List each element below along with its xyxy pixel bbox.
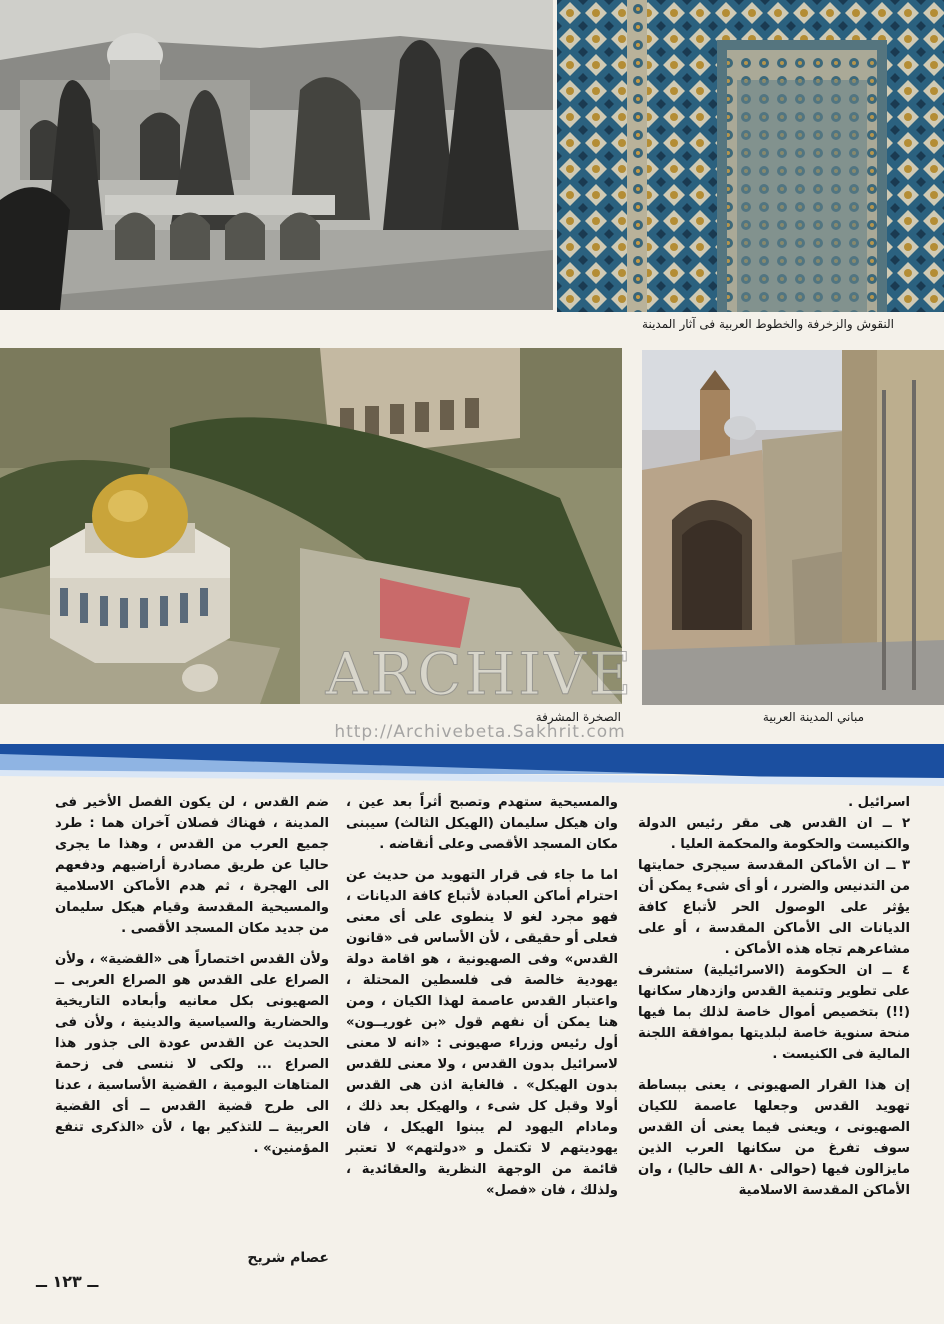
archive-watermark: ARCHIVE [325,640,635,708]
buildings-caption: مباني المدينة العربية [762,710,864,724]
article-column-middle [346,792,618,1201]
haram-panorama-photo [0,0,553,310]
paragraph: ٣ ــ ان الأماكن المقدسة سيجرى حمايتها من التدنيس والضرر ، أو أى شىء يمكن أن يؤثر على الوصول الحر لأتباع كافة الديانات الى الأماكن المقدسة ، أو على مشاعرهم تجاه هذه الأماكن . [638,858,910,957]
paragraph: اما ما جاء فى قرار التهويد من حديث عن احترام أماكن العبادة لأتباع كافة الديانات ، فهو مجرد لغو لا ينطوى على أى معنى فعلى أو حقيقى ، لأن الأساس فى «قانون القدس» وفى الصهيونية ، هو اقامة دولة يهودية خالصة فى فلسطين المحتلة ، واعتبار القدس عاصمة لهذا الكيان ، ومن هنا يمكن أن نفهم قول «بن غوريــون» أول رئيس وزراء صهيونى : «انه لا معنى لاسرائيل بدون القدس ، ولا معنى للقدس بدون الهيكل» . فالغاية اذن هى القدس أولا وقبل كل شىء ، والهيكل بعد ذلك ، ومادام اليهود لم يبنوا الهيكل ، فان يهوديتهم لا تكتمل و «دولتهم» لا تعتبر قائمة من الوجهة النظرية والعقائدية ، ولذلك ، فان «فصل» [346,868,618,1198]
paragraph: إن هذا القرار الصهيونى ، يعنى ببساطة تهويد القدس وجعلها عاصمة للكيان الصهيونى ، ويعنى فيما يعنى أن القدس سوف تفرغ من سكانها العرب الذين مايزالون فيها (حوالى ٨٠ الف حاليا) ، وان الأماكن المقدسة الاسلامية [638,1078,910,1198]
blue-divider-band [0,742,944,786]
paragraph: ولأن القدس اختصاراً هى «القضية» ، ولأن الصراع على القدس هو الصراع العربى ــ الصهيونى بكل معانيه وأبعاده التاريخية والحضارية والسياسية والدينية ، ولأن فى الحديث عن القدس عودة الى جذور هذا الصراع ... ولكى لا ننسى فى زحمة المتاهات اليومية ، القضية الأساسية ، عدنا الى طرح قضية القدس ــ أى القضية العربية ــ للتذكير بها ، لأن «الذكرى تنفع المؤمنين» . [55,952,329,1156]
article-column-right [638,792,910,1201]
author-name: عصام شريح [247,1250,329,1266]
paragraph: ٢ ــ ان القدس هى مقر رئيس الدولة والكنيست والحكومة والمحكمة العليا . [638,816,910,852]
mosaics-caption: النقوش والزخرفة والخطوط العربية فى آثار المدينة [642,317,894,331]
paragraph: اسرائيل . [848,795,910,810]
old-city-street-photo [642,350,944,705]
mosaic-tiles-photo [557,0,944,312]
page-number: ــ ١٢٣ ــ [36,1272,99,1291]
archive-watermark-url: http://Archivebeta.Sakhrit.com [334,722,626,742]
paragraph: ٤ ــ ان الحكومة (الاسرائيلية) ستشرف على تطوير وتنمية القدس وازدهار سكانها (!!) بتخصيص أموال خاصة لذلك بما فيها منحة سنوية خاصة لبلديتها بموافقة اللجنة المالية فى الكنيست . [638,963,910,1062]
dome-caption: الصخرة المشرفة [535,710,621,724]
paragraph: والمسيحية ستهدم وتصبح أثراً بعد عين ، وان هيكل سليمان (الهيكل الثالث) سيبنى مكان المسجد الأقصى وعلى أنقاضه . [346,795,618,852]
article-column-left [55,792,329,1159]
paragraph: ضم القدس ، لن يكون الفصل الأخير فى المدينة ، فهناك فصلان آخران هما : طرد جميع العرب من القدس ، وهذا ما يجرى حاليا عن طريق مصادرة أراضيهم ودفعهم الى الهجرة ، ثم هدم الأماكن الاسلامية والمسيحية المقدسة وقيام هيكل سليمان من جديد مكان المسجد الأقصى . [55,795,329,936]
